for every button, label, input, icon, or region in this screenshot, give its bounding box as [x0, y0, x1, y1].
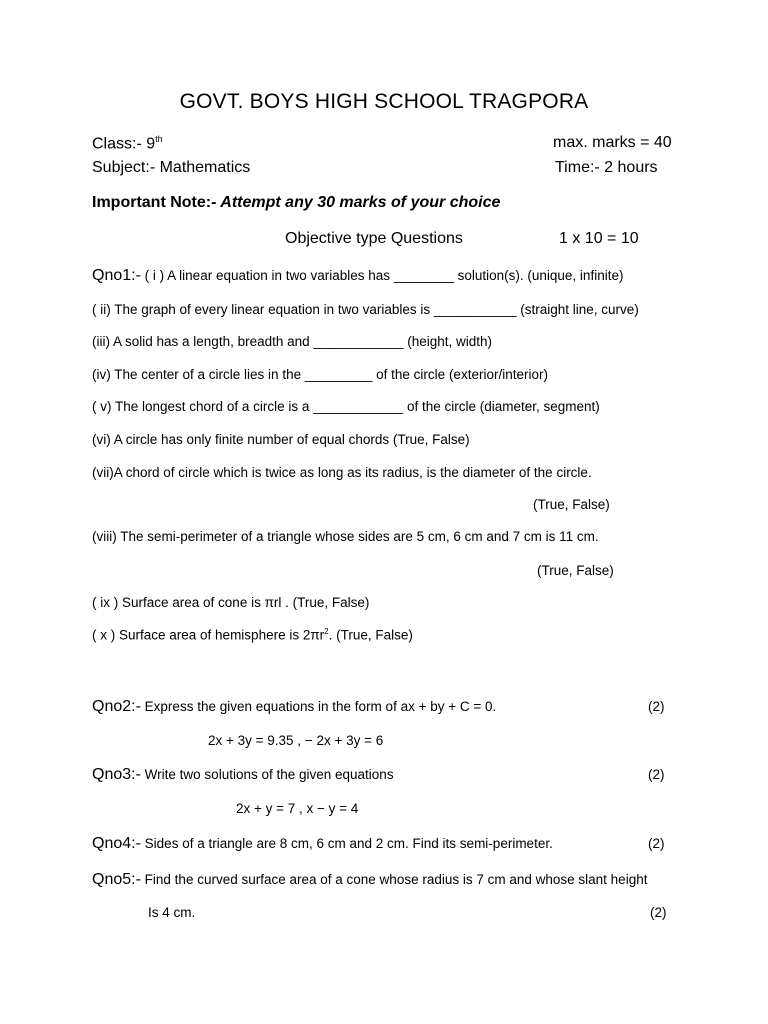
- q5-text-continued: Is 4 cm.: [148, 905, 196, 920]
- q1-item-2: ( ii) The graph of every linear equation in two variables is ___________ (straight line, curve): [92, 302, 639, 317]
- class-label: [92, 134, 163, 153]
- q4-label: Qno4:-: [92, 835, 141, 852]
- note-label: Important Note:-: [92, 194, 217, 211]
- q3-text: Write two solutions of the given equations: [140, 767, 394, 782]
- q1-item-5: ( v) The longest chord of a circle is a ____________ of the circle (diameter, segment): [92, 399, 600, 414]
- section-marks: 1 x 10 = 10: [559, 230, 639, 247]
- q1-item-6: (vi) A circle has only finite number of equal chords (True, False): [92, 432, 470, 447]
- q2-text: Express the given equations in the form of ax + by + C = 0.: [140, 699, 497, 714]
- q4-text: Sides of a triangle are 8 cm, 6 cm and 2 cm. Find its semi-perimeter.: [140, 836, 553, 851]
- q1-item-1: ( i ) A linear equation in two variables has ________ solution(s). (unique, infinite): [140, 268, 624, 283]
- q2-label: Qno2:-: [92, 698, 141, 715]
- q3-equation: 2x + y = 7 , x − y = 4: [236, 801, 359, 816]
- q1-label: Qno1:-: [92, 267, 141, 284]
- q1-item-8: (viii) The semi-perimeter of a triangle whose sides are 5 cm, 6 cm and 7 cm is 11 cm.: [92, 529, 599, 544]
- q1-item-4: (iv) The center of a circle lies in the _________ of the circle (exterior/interior): [92, 367, 548, 382]
- subject-label: Subject:- Mathematics: [92, 159, 251, 176]
- q1-item-3: (iii) A solid has a length, breadth and ____________ (height, width): [92, 334, 493, 349]
- q1-item-10: [92, 627, 413, 643]
- q5-marks: (2): [650, 905, 667, 920]
- q1-item-8-options: (True, False): [537, 563, 614, 578]
- q1-item-9: ( ix ) Surface area of cone is πrl . (True, False): [92, 595, 370, 610]
- school-title: GOVT. BOYS HIGH SCHOOL TRAGPORA: [179, 90, 589, 113]
- section-title: Objective type Questions: [285, 230, 463, 247]
- q2-marks: (2): [648, 699, 665, 714]
- q3-label: Qno3:-: [92, 766, 141, 783]
- time-label: Time:- 2 hours: [555, 159, 658, 176]
- class-superscript: th: [155, 134, 163, 144]
- q4-line: [92, 835, 553, 853]
- class-text: Class:- 9: [92, 135, 156, 153]
- max-marks: max. marks = 40: [553, 134, 672, 151]
- q5-text: Find the curved surface area of a cone whose radius is 7 cm and whose slant height: [140, 872, 648, 887]
- q3-line: [92, 766, 394, 784]
- q4-marks: (2): [648, 836, 665, 851]
- important-note: [92, 194, 500, 212]
- q1-item-10-text: ( x ) Surface area of hemisphere is 2πr: [92, 627, 325, 643]
- q1-first-line: [92, 267, 623, 285]
- q1-item-7: (vii)A chord of circle which is twice as long as its radius, is the diameter of the circle.: [92, 465, 592, 480]
- q1-item-10-exponent: 2: [324, 627, 329, 636]
- q1-item-7-options: (True, False): [533, 497, 610, 512]
- note-text: Attempt any 30 marks of your choice: [216, 194, 501, 211]
- q5-label: Qno5:-: [92, 871, 141, 888]
- q2-line: [92, 698, 496, 716]
- q5-line: [92, 871, 647, 889]
- q3-marks: (2): [648, 767, 665, 782]
- q1-item-10-options: . (True, False): [328, 627, 413, 643]
- q2-equation: 2x + 3y = 9.35 , − 2x + 3y = 6: [208, 733, 384, 748]
